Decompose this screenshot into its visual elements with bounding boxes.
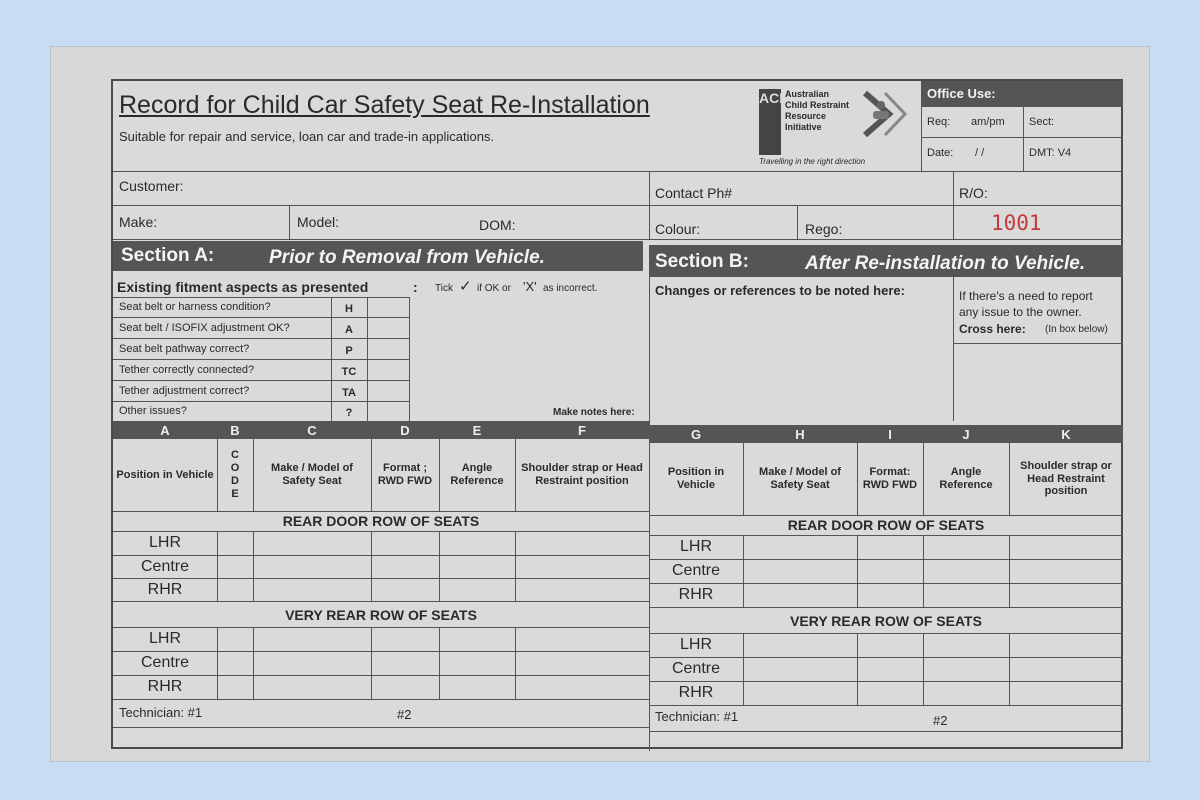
office-dmt-label: DMT: V4 (1029, 147, 1072, 159)
logo-line-2: Child Restraint (785, 100, 850, 110)
cross-mark-icon: 'X' (523, 279, 537, 294)
check-code-other: ? (345, 407, 353, 419)
acri-letters-mark: ACRI (759, 89, 781, 155)
rear-door-rhr-a: RHR (147, 581, 183, 598)
changes-label: Changes or references to be noted here: (655, 283, 905, 298)
acri-logo (759, 87, 917, 167)
header-code: C O D E (230, 449, 240, 500)
section-a-label: Section A: (121, 245, 215, 266)
form-title: Record for Child Car Safety Seat Re-Installation (119, 91, 650, 119)
ro-number: 1001 (991, 211, 1042, 235)
technician-1-label-a: Technician: #1 (119, 705, 203, 720)
rear-door-centre-b: Centre (671, 562, 721, 579)
record-form: Record for Child Car Safety Seat Re-Installation Suitable for repair and service, loan car and trade-in applications. ACRI Australian Child Restraint Resource Initiative Travelling in the right direction Office Use: Req: am/pm Sect: Date: / / DMT: V4 Customer: Contact Ph# R/O: Make: Model: DOM: Colour: Rego: 1001 Section A: Prior to Removal from Vehicle. Section B: After Re-installation to Vehicle. Existing fitment aspects as presented : Tick ✓ if OK or 'X' as incorrect. Seat belt or harness condition? H Seat belt / ISOFIX adjustment OK? A Seat belt pathway correct? P Tether correctly connected? TC Tether adjustment correct? TA Other issues? ? Make notes here: Changes or references to be noted here: If there's a need to report any issue to the owner. Cross here: (In box below) A B C D E F G H I J K Position in Vehicle C O D E Make / Model of Safety Seat Format ; RWD FWD Angle Reference Shoulder strap or Head Restraint position Position in Vehicle Make / Model of Safety Seat Format: RWD FWD Angle Reference Shoulder strap or Head Restraint position REAR DOOR ROW OF SEATS LHR Centre RHR VERY REAR ROW OF SEATS LHR Centre RHR REAR DOOR ROW OF SEATS LHR Centre RHR VERY REAR ROW OF SEATS LHR Centre RHR Technician: #1 #2 Technician: #1 #2 (111, 79, 1123, 749)
column-letter-c: C (307, 423, 317, 438)
section-b-title: After Re-installation to Vehicle. (805, 253, 1086, 274)
check-label-tether-connected: Tether correctly connected? (119, 364, 255, 376)
section-a-title: Prior to Removal from Vehicle. (269, 247, 545, 268)
header-shoulder-a: Shoulder strap or Head Restraint position (521, 462, 643, 487)
rear-door-rhr-b: RHR (678, 586, 714, 603)
office-req-label: Req: (927, 116, 951, 128)
logo-line-1: Australian (785, 89, 830, 99)
column-letter-e: E (472, 423, 482, 438)
rear-door-row-title-b: REAR DOOR ROW OF SEATS (787, 517, 985, 533)
form-subtitle: Suitable for repair and service, loan car and trade-in applications. (119, 129, 495, 144)
header-angle-a: Angle Reference (450, 462, 504, 487)
cross-here-label: Cross here: (959, 322, 1026, 336)
report-text-2: any issue to the owner. (959, 305, 1082, 319)
changes-area[interactable] (650, 301, 952, 421)
logo-line-3: Resource (785, 111, 827, 121)
column-letter-k: K (1061, 427, 1071, 442)
very-rear-lhr-b: LHR (679, 636, 712, 653)
column-letter-g: G (690, 427, 702, 442)
child-seat-arrow-icon (859, 89, 907, 139)
tick-note-3: as incorrect. (543, 283, 598, 294)
header-angle-b: Angle Reference (939, 466, 993, 491)
very-rear-row-title-a: VERY REAR ROW OF SEATS (285, 607, 477, 623)
column-letter-j: J (962, 427, 970, 442)
check-label-pathway: Seat belt pathway correct? (119, 343, 250, 355)
rear-door-lhr-a: LHR (148, 534, 181, 551)
check-box-harness[interactable] (368, 298, 408, 317)
dom-label: DOM: (479, 217, 516, 233)
cross-here-box[interactable] (954, 344, 1123, 421)
contact-label: Contact Ph# (655, 185, 733, 201)
column-letter-a: A (160, 423, 170, 438)
column-letter-f: F (578, 423, 586, 438)
notes-area[interactable] (411, 297, 645, 421)
office-req-value: am/pm (971, 116, 1005, 128)
model-label: Model: (297, 214, 340, 230)
header-format-a: Format ; RWD FWD (377, 462, 433, 487)
header-make-model-b: Make / Model of Safety Seat (759, 466, 841, 491)
logo-line-4: Initiative (785, 122, 822, 132)
tick-mark-icon: ✓ (459, 278, 472, 295)
very-rear-rhr-b: RHR (678, 684, 714, 701)
rear-door-centre-a: Centre (140, 558, 190, 575)
existing-fitment-label: Existing fitment aspects as presented (117, 279, 369, 295)
check-label-isofix: Seat belt / ISOFIX adjustment OK? (119, 322, 290, 334)
office-sect-label: Sect: (1029, 116, 1055, 128)
rego-label: Rego: (805, 221, 843, 237)
very-rear-rhr-a: RHR (147, 678, 183, 695)
column-letter-b: B (230, 423, 240, 438)
make-label: Make: (119, 214, 158, 230)
column-letter-d: D (400, 423, 410, 438)
header-format-b: Format: RWD FWD (862, 466, 918, 491)
check-label-tether-adjustment: Tether adjustment correct? (119, 385, 250, 397)
office-date-value: / / (975, 147, 985, 159)
check-box-tether-adjustment[interactable] (368, 381, 408, 401)
section-b-label: Section B: (655, 251, 749, 272)
tick-note-1: Tick (435, 283, 453, 294)
check-code-p: P (345, 345, 353, 357)
header-shoulder-b: Shoulder strap or Head Restraint position (1020, 460, 1112, 498)
check-box-isofix[interactable] (368, 318, 408, 338)
header-position-a: Position in Vehicle (116, 468, 214, 481)
ro-label: R/O: (959, 185, 988, 201)
check-label-other: Other issues? (119, 405, 187, 417)
check-code-a: A (345, 324, 353, 336)
logo-tagline: Travelling in the right direction (759, 157, 866, 166)
office-use-header: Office Use: (921, 81, 1123, 107)
column-letter-i: I (888, 427, 892, 442)
very-rear-row-title-b: VERY REAR ROW OF SEATS (790, 613, 982, 629)
make-notes-label: Make notes here: (553, 407, 635, 418)
colour-label: Colour: (655, 221, 701, 237)
check-box-tether-connected[interactable] (368, 360, 408, 380)
form-paper (50, 46, 1150, 762)
check-code-tc: TC (341, 366, 357, 378)
check-label-harness: Seat belt or harness condition? (119, 301, 271, 313)
very-rear-centre-a: Centre (140, 654, 190, 671)
technician-1-label-b: Technician: #1 (655, 709, 739, 724)
header-position-b: Position in Vehicle (667, 466, 725, 491)
check-box-other[interactable] (368, 402, 408, 421)
very-rear-centre-b: Centre (671, 660, 721, 677)
rear-door-row-title-a: REAR DOOR ROW OF SEATS (282, 513, 480, 529)
check-box-pathway[interactable] (368, 339, 408, 359)
customer-label: Customer: (119, 178, 184, 194)
rear-door-lhr-b: LHR (679, 538, 712, 555)
report-text-1: If there's a need to report (959, 289, 1093, 303)
column-letter-h: H (795, 427, 805, 442)
technician-2-label-b: #2 (933, 713, 948, 728)
very-rear-lhr-a: LHR (148, 630, 181, 647)
technician-2-label-a: #2 (397, 707, 412, 722)
tick-note-2: if OK or (477, 283, 511, 294)
cross-here-note: (In box below) (1045, 324, 1108, 335)
check-code-h: H (345, 303, 353, 315)
header-make-model-a: Make / Model of Safety Seat (271, 462, 353, 487)
check-code-ta: TA (342, 387, 356, 399)
office-date-label: Date: (927, 147, 954, 159)
